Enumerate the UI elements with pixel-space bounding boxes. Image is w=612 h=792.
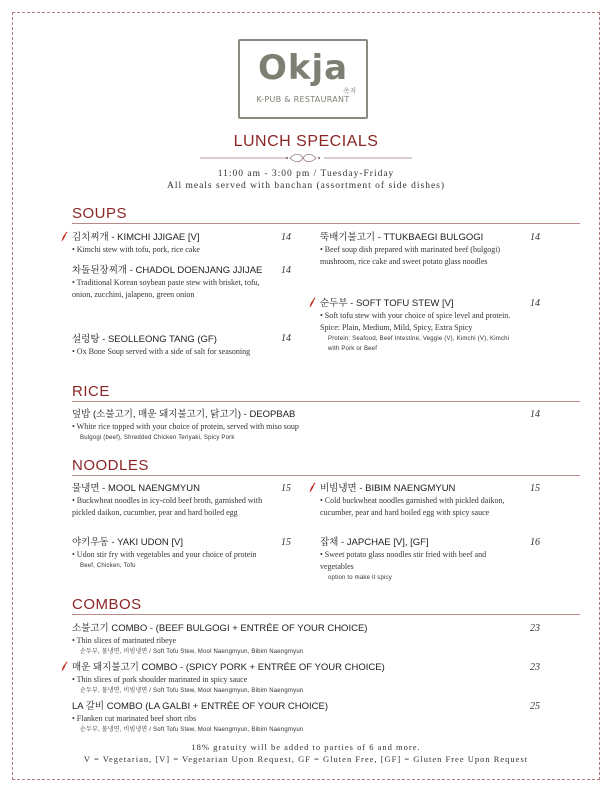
page-title: LUNCH SPECIALS — [233, 133, 379, 150]
item-description: • Beef soup dish prepared with marinated beef (bulgogi) mushroom, rice cake and sweet potato glass noodles — [320, 245, 501, 266]
menu-item-mool-naengmyun — [72, 482, 282, 519]
item-description: • White rice topped with your choice of protein, served with miso soup — [72, 422, 299, 431]
section-title-rice: RICE — [72, 383, 110, 400]
logo-korean: 옥자 — [343, 87, 357, 95]
item-price: 23 — [530, 623, 540, 634]
dietary-legend: V = Vegetarian, [V] = Vegetarian Upon Request, GF = Gluten Free, [GF] = Gluten Free Upon Request — [83, 754, 529, 764]
item-price: 14 — [530, 232, 540, 243]
menu-item-la-galbi-combo — [72, 700, 522, 735]
item-description: • Kimchi stew with tofu, pork, rice cake — [72, 245, 200, 254]
item-options: 순두부, 물냉면, 비빔냉면 / Soft Tofu Stew, Mool Naengmyun, Bibim Naengmyun — [80, 649, 304, 655]
item-name: LA 갈비 COMBO (LA GALBI + ENTRÉE OF YOUR CHOICE) — [72, 701, 328, 712]
section-rule — [72, 223, 580, 224]
item-price: 14 — [281, 333, 291, 344]
item-description: • Thin slices of pork shoulder marinated in spicy sauce — [72, 675, 248, 684]
item-name: 매운 돼지불고기 COMBO - (SPICY PORK + ENTRÉE OF YOUR CHOICE) — [72, 662, 385, 673]
section-title-soups: SOUPS — [72, 205, 128, 222]
ornament-divider — [200, 152, 412, 164]
chili-pepper-icon — [61, 661, 68, 672]
chili-pepper-icon — [309, 297, 316, 308]
item-description: • Cold buckwheat noodles garnished with pickled daikon, cucumber, pear and hard boiled egg with spicy sauce — [320, 496, 505, 517]
menu-item-yaki-udon — [72, 536, 277, 571]
menu-item-spicy-pork-combo — [72, 661, 522, 696]
section-title-combos: COMBOS — [72, 596, 142, 613]
item-description: • Traditional Korean soybean paste stew with brisket, tofu, onion, zucchini, jalapeno, green onion — [72, 278, 260, 299]
item-price: 14 — [530, 409, 540, 420]
item-description: • Flanken cut marinated beef short ribs — [72, 714, 197, 723]
item-options: 순두부, 물냉면, 비빔냉면 / Soft Tofu Stew, Mool Naengmyun, Bibim Naengmyun — [80, 727, 304, 733]
logo-wordmark: Okja — [257, 48, 349, 88]
item-name: 순두부 - SOFT TOFU STEW [V] — [320, 298, 454, 309]
item-description: • Buckwheat noodles in icy-cold beef broth, garnished with pickled daikon, cucumber, pear and hard boiled egg — [72, 496, 263, 517]
menu-item-bibim-naengmyun — [320, 482, 520, 519]
item-options: option to make it spicy — [328, 575, 392, 581]
item-description: • Ox Bone Soup served with a side of salt for seasoning — [72, 347, 251, 356]
menu-item-soft-tofu-stew — [320, 297, 520, 354]
item-name: 김치찌개 - KIMCHI JJIGAE [V] — [72, 232, 200, 243]
menu-item-japchae — [320, 536, 520, 583]
item-price: 15 — [281, 483, 291, 494]
item-name: 소불고기 COMBO - (BEEF BULGOGI + ENTRÉE OF YOUR CHOICE) — [72, 623, 368, 634]
item-price: 25 — [530, 701, 540, 712]
service-hours: 11:00 am - 3:00 pm / Tuesday-Friday — [217, 169, 395, 179]
section-rule — [72, 475, 580, 476]
section-rule — [72, 401, 580, 402]
banchan-note: All meals served with banchan (assortment of side dishes) — [166, 181, 446, 191]
chili-pepper-icon — [61, 231, 68, 242]
item-options: Protein: Seafood, Beef Intestine, Veggie (V), Kimchi (V), Kimchi with Pork or Beef — [328, 336, 510, 352]
item-name: 덮밥 (소불고기, 매운 돼지불고기, 닭고기) - DEOPBAB — [72, 409, 296, 420]
menu-item-deopbab — [72, 408, 512, 443]
chili-pepper-icon — [309, 482, 316, 493]
menu-item-kimchi-jjigae — [72, 231, 277, 256]
item-options: 순두부, 물냉면, 비빔냉면 / Soft Tofu Stew, Mool Naengmyun, Bibim Naengmyun — [80, 688, 304, 694]
gratuity-note: 18% gratuity will be added to parties of 6 and more. — [191, 742, 421, 752]
item-name: 야키우동 - YAKI UDON [V] — [72, 537, 183, 548]
restaurant-logo — [238, 39, 368, 119]
item-price: 14 — [281, 265, 291, 276]
item-name: 설렁탕 - SEOLLEONG TANG (GF) — [72, 334, 217, 345]
logo-subtitle: K-PUB & RESTAURANT — [256, 95, 350, 104]
item-price: 14 — [530, 298, 540, 309]
item-name: 뚝배기불고기 - TTUKBAEGI BULGOGI — [320, 232, 484, 243]
item-name: 차돌된장찌개 - CHADOL DOENJANG JJIJAE — [72, 265, 263, 276]
item-description: • Udon stir fry with vegetables and your choice of protein — [72, 550, 257, 559]
item-price: 23 — [530, 662, 540, 673]
item-options: Beef, Chicken, Tofu — [80, 563, 136, 569]
item-description: • Soft tofu stew with your choice of spice level and protein. Spice: Plain, Medium, Mild, Spicy, Extra Spicy — [320, 311, 511, 332]
section-title-noodles: NOODLES — [72, 457, 149, 474]
menu-item-chadol-doenjang — [72, 264, 277, 301]
item-price: 15 — [281, 537, 291, 548]
section-rule — [72, 614, 580, 615]
item-price: 15 — [530, 483, 540, 494]
item-price: 14 — [281, 232, 291, 243]
menu-item-seolleong-tang — [72, 333, 272, 358]
item-name: 물냉면 - MOOL NAENGMYUN — [72, 483, 200, 494]
menu-item-ttukbaegi-bulgogi — [320, 231, 520, 268]
item-name: 잡채 - JAPCHAE [V], [GF] — [320, 537, 429, 548]
item-description: • Sweet potato glass noodles stir fried with beef and vegetables — [320, 550, 487, 571]
item-options: Bulgogi (beef), Shredded Chicken Teriyaki, Spicy Pork — [80, 435, 235, 441]
item-description: • Thin slices of marinated ribeye — [72, 636, 177, 645]
item-name: 비빔냉면 - BIBIM NAENGMYUN — [320, 483, 456, 494]
item-price: 16 — [530, 537, 540, 548]
menu-item-bulgogi-combo — [72, 622, 522, 657]
